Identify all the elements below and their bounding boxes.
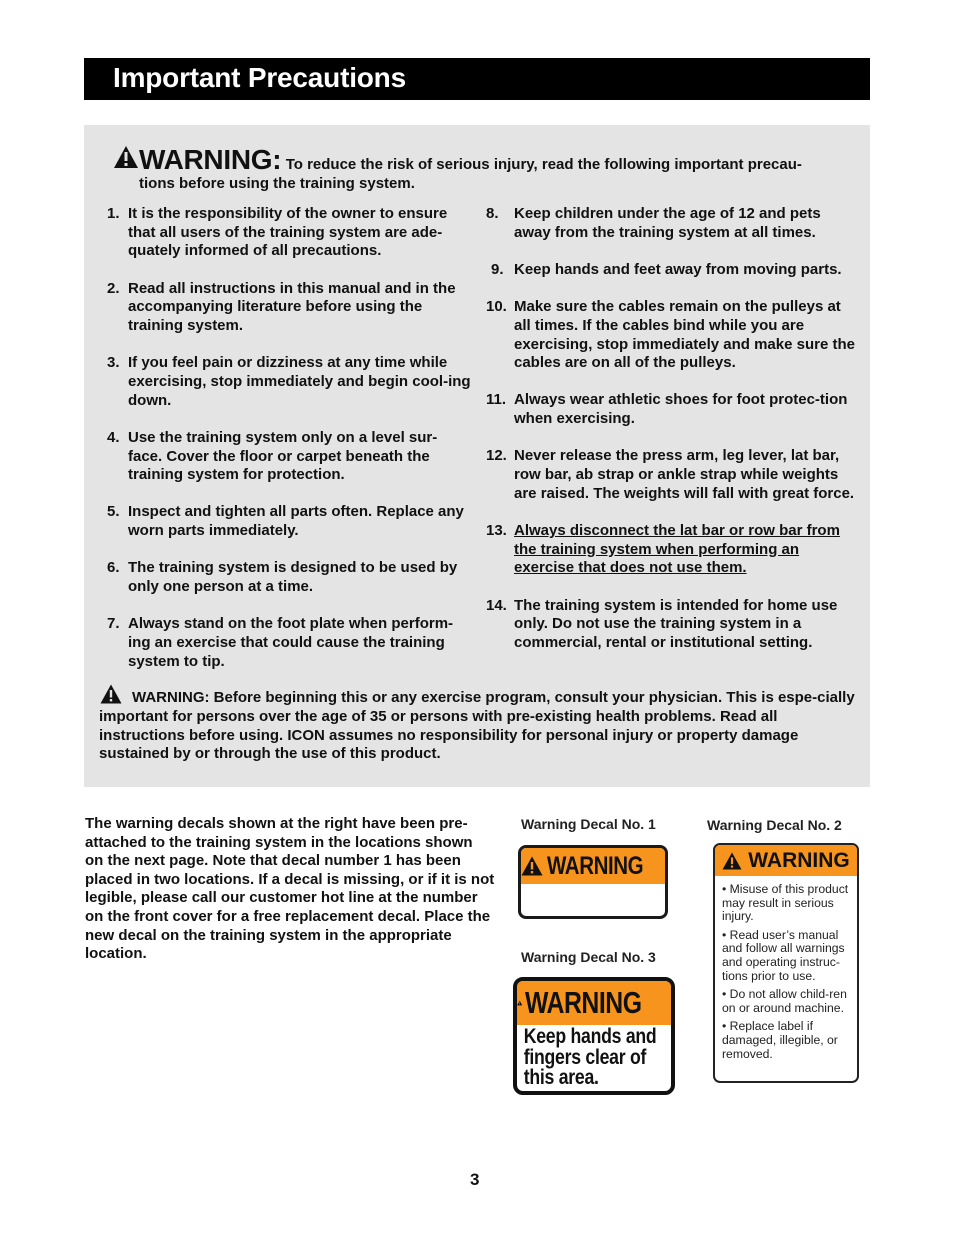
precaution-text: Always disconnect the lat bar or row bar from the training system when performing an exercise that does not use them.	[514, 521, 840, 577]
decal-3-header	[517, 981, 671, 1025]
precaution-number: 9.	[491, 260, 504, 278]
precaution-item	[486, 205, 858, 242]
decal-2-word: WARNING	[748, 848, 850, 872]
precaution-text: Keep hands and feet away from moving parts.	[514, 260, 842, 278]
precaution-item	[107, 205, 471, 261]
precaution-item	[486, 447, 858, 503]
precaution-text: The training system is intended for home use only. Do not use the training system in a commercial, rental or institutional setting.	[514, 596, 838, 651]
precaution-text: Always wear athletic shoes for foot protec-tion when exercising.	[514, 391, 848, 428]
precaution-text: Inspect and tighten all parts often. Replace any worn parts immediately.	[128, 503, 464, 540]
decal-2-item: • Read user’s manual and follow all warnings and operating instruc-tions prior to use.	[722, 927, 845, 983]
page-number: 3	[470, 1170, 480, 1189]
precaution-item	[107, 280, 471, 336]
decal-3-message: Keep hands and fingers clear of this area.	[523, 1025, 657, 1089]
decal-2-item: • Misuse of this product may result in serious injury.	[722, 882, 849, 924]
warning-triangle-icon	[113, 145, 139, 169]
precaution-number: 11.	[486, 391, 507, 409]
warning-intro-line-2: tions before using the training system.	[139, 175, 415, 192]
precaution-item	[107, 354, 471, 410]
warning-decal-1	[518, 845, 668, 919]
precaution-number: 10.	[486, 298, 507, 316]
decal-1-word: WARNING	[547, 851, 644, 880]
warning-heading: WARNING:	[139, 144, 282, 175]
decals-intro-text: The warning decals shown at the right have been pre-attached to the training system in the locations shown on the next page. Note that decal number 1 has been placed in two locations. If a decal is missing, or if it is not legible, please call our customer hot line at the number on the front cover for a free replacement decal. Place the new decal on the training system in the appropriate location.	[85, 815, 495, 963]
precaution-item	[486, 522, 858, 578]
precaution-text: Keep children under the age of 12 and pets away from the training system at all times.	[514, 205, 821, 241]
warning-intro-line-1: To reduce the risk of serious injury, read the following important precau-	[285, 156, 802, 173]
precaution-text: Use the training system only on a level sur-face. Cover the floor or carpet beneath the training system for protection.	[128, 428, 438, 484]
warning-triangle-icon	[521, 856, 543, 876]
precaution-text: Read all instructions in this manual and in the accompanying literature before using the training system.	[128, 279, 456, 335]
precautions-left-column	[107, 205, 471, 690]
precaution-text: Always stand on the foot plate when perform-ing an exercise that could cause the training system to tip.	[128, 615, 454, 670]
decal-3-word: WARNING	[525, 985, 642, 1020]
precaution-item	[107, 429, 471, 485]
warning-triangle-icon	[100, 684, 122, 704]
decal-2-item: • Do not allow child-ren on or around machine.	[722, 987, 847, 1015]
decal-1-label: Warning Decal No. 1	[521, 816, 656, 832]
precaution-item	[107, 503, 471, 540]
precaution-number: 5.	[107, 503, 120, 521]
precaution-item	[486, 391, 858, 428]
decal-2-header	[715, 845, 857, 876]
footer-warning	[99, 684, 861, 764]
decal-2-body	[715, 876, 857, 1061]
footer-warning-text: WARNING: Before beginning this or any exercise program, consult your physician. This is espe-cially important for persons over the age of 35 or persons with pre-existing health problems. Read all instructions before using. ICON assumes no responsibility for personal injury or property damage sustained by or through the use of this product.	[99, 689, 855, 763]
warning-header	[113, 144, 853, 176]
page-title: Important Precautions	[113, 62, 406, 93]
decal-2-item: • Replace label if damaged, illegible, or removed.	[722, 1019, 838, 1061]
precaution-number: 4.	[107, 428, 120, 446]
precaution-number: 12.	[486, 447, 507, 465]
precautions-right-column	[486, 205, 858, 671]
precaution-number: 3.	[107, 354, 120, 372]
precaution-text: If you feel pain or dizziness at any time while exercising, stop immediately and begin cool-ing down.	[128, 354, 471, 409]
precaution-item	[486, 261, 858, 280]
title-bar	[84, 58, 870, 100]
precaution-text: It is the responsibility of the owner to ensure that all users of the training system are ade-quately informed of all precautions.	[128, 205, 448, 260]
decal-1-header	[521, 848, 665, 884]
precaution-number: 1.	[107, 205, 120, 222]
precaution-number: 14.	[486, 596, 507, 614]
precaution-item	[107, 615, 471, 671]
precaution-number: 2.	[107, 279, 120, 297]
precaution-number: 7.	[107, 615, 120, 633]
precaution-item	[107, 559, 471, 596]
precaution-item	[486, 298, 858, 373]
warning-decal-3	[513, 977, 675, 1095]
precaution-text: Make sure the cables remain on the pulleys at all times. If the cables bind while you are exercising, stop immediately and make sure the cables are on all of the pulleys.	[514, 298, 855, 372]
warning-triangle-icon	[517, 992, 522, 1014]
precaution-number: 8.	[486, 205, 499, 222]
precaution-text: Never release the press arm, leg lever, lat bar, row bar, ab strap or ankle strap while weights are raised. The weights will fall with great force.	[514, 447, 855, 502]
precaution-number: 13.	[486, 521, 507, 539]
precaution-text: The training system is designed to be used by only one person at a time.	[128, 559, 458, 596]
precaution-item	[486, 597, 858, 653]
decal-3-label: Warning Decal No. 3	[521, 949, 656, 965]
warning-decal-2	[713, 843, 859, 1083]
warning-triangle-icon	[722, 852, 742, 870]
precaution-number: 6.	[107, 559, 120, 577]
decal-2-label: Warning Decal No. 2	[707, 817, 842, 833]
